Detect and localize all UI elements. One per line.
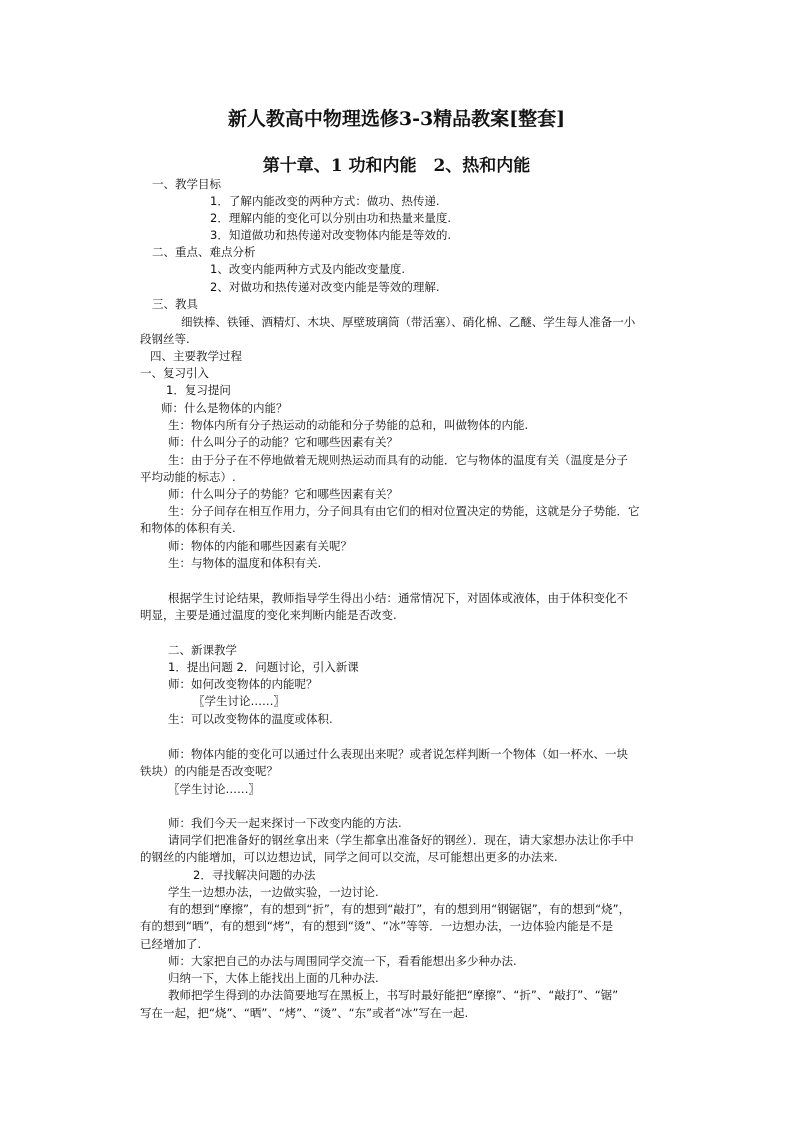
body-line: 师：什么叫分子的动能？它和哪些因素有关？	[168, 435, 398, 449]
body-line: 已经增加了.	[140, 937, 202, 951]
body-line: 二、重点、难点分析	[152, 245, 256, 259]
body-line: 师：什么叫分子的势能？它和哪些因素有关？	[168, 487, 398, 501]
body-line: 2、对做功和热传递对改变内能是等效的理解.	[210, 280, 440, 294]
body-line: 的钢丝的内能增加，可以边想边试，同学之间可以交流，尽可能想出更多的办法来.	[140, 850, 558, 864]
body-line: 1．了解内能改变的两种方式：做功、热传递.	[210, 194, 440, 208]
body-line: 段钢丝等.	[140, 332, 190, 346]
body-line: 教师把学生得到的办法简要地写在黑板上，书写时最好能把“摩擦”、“折”、“敲打”、“锯”	[168, 988, 619, 1002]
body-line: 根据学生讨论结果，教师指导学生得出小结：通常情况下，对固体或液体，由于体积变化不	[168, 591, 628, 605]
body-line: 铁块）的内能是否改变呢？	[140, 764, 278, 778]
body-line: 平均动能的标志）.	[140, 470, 236, 484]
body-line: 有的想到“晒”，有的想到“烤”，有的想到“烫”、“冰”等等．一边想办法，一边体验内能是不是	[140, 919, 614, 933]
body-line: 生：物体内所有分子热运动的动能和分子势能的总和，叫做物体的内能.	[168, 418, 529, 432]
body-line: 四、主要教学过程	[150, 349, 242, 363]
body-line: 生：由于分子在不停地做着无规则热运动而具有的动能．它与物体的温度有关（温度是分子	[168, 453, 628, 467]
body-line: 2．理解内能的变化可以分别由功和热量来量度.	[210, 211, 451, 225]
body-line: 师：物体的内能和哪些因素有关呢？	[168, 539, 352, 553]
body-line: 生：与物体的温度和体积有关.	[168, 556, 322, 570]
body-line: 写在一起，把“烧”、“晒”、“烤”、“烫”、“东”或者“冰”写在一起.	[140, 1006, 469, 1020]
body-line: 有的想到“摩擦”，有的想到“折”，有的想到“敲打”，有的想到用“钢锯锯”，有的想到“烧”，	[168, 902, 631, 916]
body-line: 1、改变内能两种方式及内能改变量度.	[210, 262, 405, 276]
body-line: 生：分子间存在相互作用力，分子间具有由它们的相对位置决定的势能，这就是分子势能．它	[168, 504, 640, 518]
body-line: 明显，主要是通过温度的变化来判断内能是否改变.	[140, 608, 397, 622]
body-line: 1．复习提问	[166, 383, 231, 397]
body-line: 2．寻找解决问题的办法	[193, 868, 316, 882]
body-line: 〖学生讨论……〗	[193, 694, 285, 708]
body-line: 细铁棒、铁锤、酒精灯、木块、厚壁玻璃筒（带活塞）、硝化棉、乙醚、学生每人准备一小	[181, 315, 636, 329]
body-line: 1．提出问题 2．问题讨论，引入新课	[168, 660, 359, 674]
body-line: 3．知道做功和热传递对改变物体内能是等效的.	[210, 228, 451, 242]
body-line: 师：什么是物体的内能？	[161, 401, 288, 415]
body-line: 请同学们把准备好的钢丝拿出来（学生都拿出准备好的钢丝）．现在，请大家想办法让你手中	[168, 833, 634, 847]
body-line: 三、教具	[152, 297, 198, 311]
body-line: 归纳一下，大体上能找出上面的几种办法.	[168, 971, 379, 985]
body-line: 〖学生讨论……〗	[168, 782, 260, 796]
body-line: 师：物体内能的变化可以通过什么表现出来呢？或者说怎样判断一个物体（如一杯水、一块	[168, 747, 628, 761]
body-line: 一、复习引入	[140, 366, 209, 380]
chapter-heading: 第十章、1 功和内能 2、热和内能	[262, 156, 531, 176]
body-line: 生：可以改变物体的温度或体积.	[168, 712, 333, 726]
body-line: 二、新课教学	[168, 643, 237, 657]
document-title: 新人教高中物理选修3-3精品教案[整套]	[227, 108, 566, 130]
body-line: 一、教学目标	[152, 177, 221, 191]
body-line: 学生一边想办法，一边做实验，一边讨论.	[168, 885, 379, 899]
body-line: 和物体的体积有关.	[140, 521, 236, 535]
body-line: 师：如何改变物体的内能呢？	[168, 677, 318, 691]
body-line: 师：我们今天一起来探讨一下改变内能的方法.	[168, 816, 402, 830]
body-line: 师：大家把自己的办法与周围同学交流一下，看看能想出多少种办法.	[168, 954, 517, 968]
